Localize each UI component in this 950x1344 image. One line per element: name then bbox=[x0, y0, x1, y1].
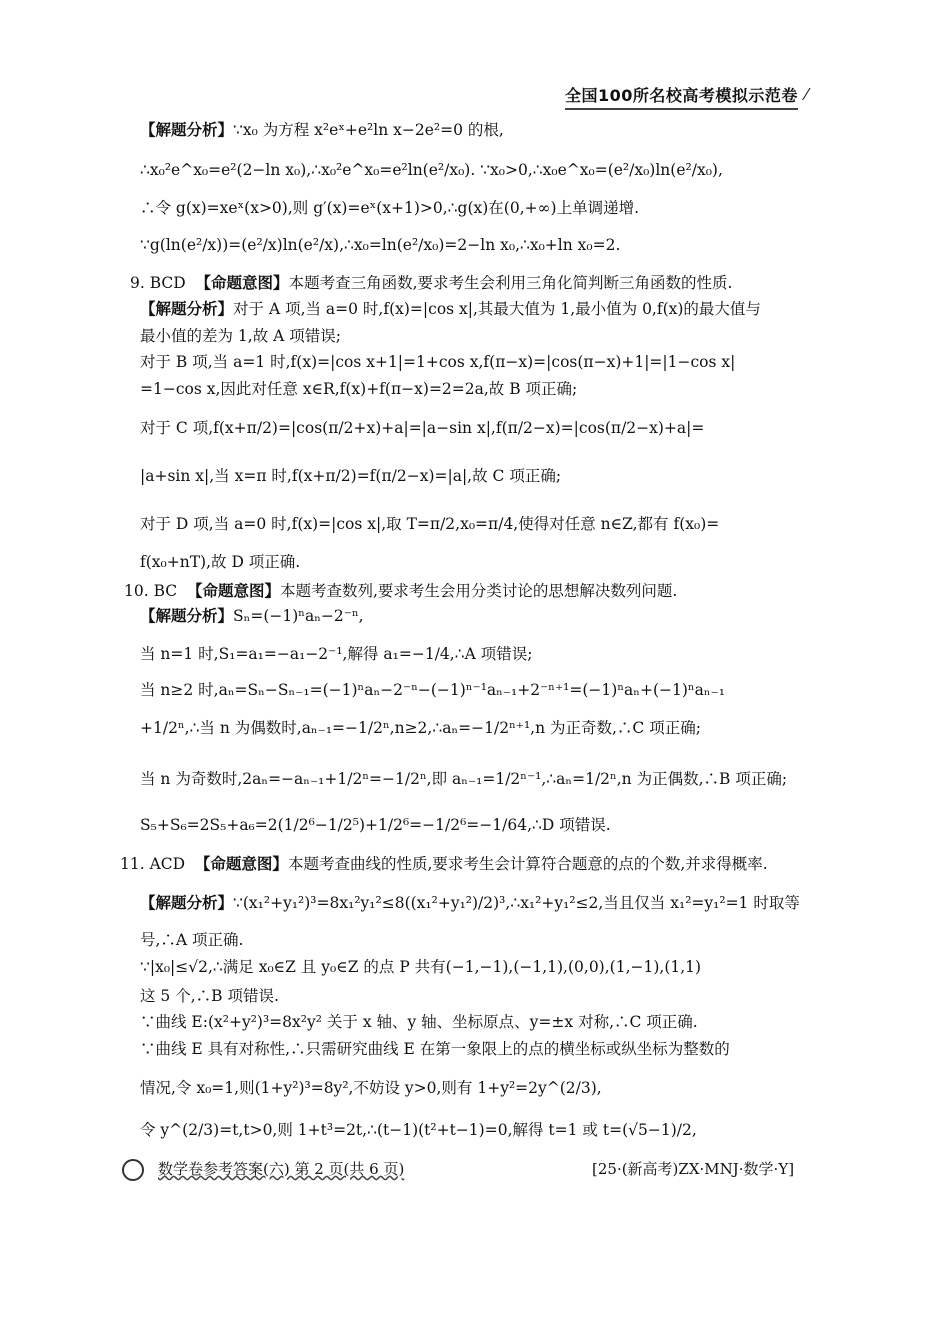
q9-heading bbox=[130, 273, 732, 293]
q11-line: 情况,令 x₀=1,则(1+y²)³=8y²,不妨设 y>0,则有 1+y²=2y^(2/3), bbox=[140, 1079, 602, 1097]
footer-page-info: 数学卷参考答案(六) 第 2 页(共 6 页) bbox=[158, 1160, 405, 1178]
answer-number: 11. ACD bbox=[120, 855, 186, 873]
intent-tag: 【命题意图】 bbox=[194, 855, 288, 873]
q8-line: ∵g(ln(e²/x))=(e²/x)ln(e²/x),∴x₀=ln(e²/x₀)=2−ln x₀,∴x₀+ln x₀=2. bbox=[140, 236, 621, 254]
q9-line: 对于 D 项,当 a=0 时,f(x)=|cos x|,取 T=π/2,x₀=π/4,使得对任意 n∈Z,都有 f(x₀)= bbox=[140, 515, 720, 533]
q8-line: ∴x₀²e^x₀=e²(2−ln x₀),∴x₀²e^x₀=e²ln(e²/x₀). ∵x₀>0,∴x₀e^x₀=(e²/x₀)ln(e²/x₀), bbox=[140, 161, 723, 179]
q10-heading bbox=[124, 581, 677, 601]
analysis-tag: 【解题分析】 bbox=[140, 300, 234, 318]
intent-tag: 【命题意图】 bbox=[195, 274, 289, 292]
q11-line: 令 y^(2/3)=t,t>0,则 1+t³=2t,∴(t−1)(t²+t−1)=0,解得 t=1 或 t=(√5−1)/2, bbox=[140, 1121, 697, 1139]
q11-line: ∵|x₀|≤√2,∴满足 x₀∈Z 且 y₀∈Z 的点 P 共有(−1,−1),(−1,1),(0,0),(1,−1),(1,1) bbox=[140, 958, 702, 976]
intent-text: 本题考查数列,要求考生会用分类讨论的思想解决数列问题. bbox=[280, 582, 678, 600]
q11-line: 这 5 个,∴B 项错误. bbox=[140, 987, 279, 1005]
intent-text: 本题考查曲线的性质,要求考生会计算符合题意的点的个数,并求得概率. bbox=[287, 855, 768, 873]
q11-line: ∵曲线 E 具有对称性,∴只需研究曲线 E 在第一象限上的点的横坐标或纵坐标为整数的 bbox=[140, 1040, 730, 1058]
publisher-logo-icon bbox=[122, 1159, 144, 1181]
footer-left bbox=[122, 1158, 404, 1181]
line-text: 对于 A 项,当 a=0 时,f(x)=|cos x|,其最大值为 1,最小值为 0,f(x)的最大值与 bbox=[233, 300, 761, 318]
line-text: Sₙ=(−1)ⁿaₙ−2⁻ⁿ, bbox=[233, 607, 364, 625]
q9-line: 对于 C 项,f(x+π/2)=|cos(π/2+x)+a|=|a−sin x|,f(π/2−x)=|cos(π/2−x)+a|= bbox=[140, 419, 705, 437]
q11-line bbox=[140, 893, 800, 913]
q10-line: 当 n≥2 时,aₙ=Sₙ−Sₙ₋₁=(−1)ⁿaₙ−2⁻ⁿ−(−1)ⁿ⁻¹aₙ₋₁+2⁻ⁿ⁺¹=(−1)ⁿaₙ+(−1)ⁿaₙ₋₁ bbox=[140, 681, 725, 699]
q10-line: 当 n 为奇数时,2aₙ=−aₙ₋₁+1/2ⁿ=−1/2ⁿ,即 aₙ₋₁=1/2ⁿ⁻¹,∴aₙ=1/2ⁿ,n 为正偶数,∴B 项正确; bbox=[140, 770, 788, 788]
footer-code: [25·(新高考)ZX·MNJ·数学·Y] bbox=[592, 1160, 795, 1178]
analysis-tag: 【解题分析】 bbox=[140, 607, 234, 625]
q9-line: =1−cos x,因此对任意 x∈R,f(x)+f(π−x)=2=2a,故 B 项正确; bbox=[140, 380, 578, 398]
series-title: 全国100所名校高考模拟示范卷 bbox=[565, 83, 798, 110]
answer-number: 9. BCD bbox=[130, 274, 186, 292]
q10-line: 当 n=1 时,S₁=a₁=−a₁−2⁻¹,解得 a₁=−1/4,∴A 项错误; bbox=[140, 645, 533, 663]
q10-line: +1/2ⁿ,∴当 n 为偶数时,aₙ₋₁=−1/2ⁿ,n≥2,∴aₙ=−1/2ⁿ⁺¹,n 为正奇数,∴C 项正确; bbox=[140, 719, 701, 737]
q9-line: |a+sin x|,当 x=π 时,f(x+π/2)=f(π/2−x)=|a|,故 C 项正确; bbox=[140, 467, 562, 485]
answer-number: 10. BC bbox=[124, 582, 178, 600]
q9-line bbox=[140, 299, 761, 319]
analysis-tag: 【解题分析】 bbox=[140, 894, 234, 912]
q9-line: f(x₀+nT),故 D 项正确. bbox=[140, 553, 301, 571]
q11-line: ∵曲线 E:(x²+y²)³=8x²y² 关于 x 轴、y 轴、坐标原点、y=±x 对称,∴C 项正确. bbox=[140, 1013, 698, 1031]
pen-mark-icon: ⁄ bbox=[805, 85, 808, 104]
q10-line: S₅+S₆=2S₅+a₆=2(1/2⁶−1/2⁵)+1/2⁶=−1/2⁶=−1/64,∴D 项错误. bbox=[140, 816, 611, 834]
q10-line bbox=[140, 606, 364, 626]
line-text: ∵x₀ 为方程 x²eˣ+e²ln x−2e²=0 的根, bbox=[233, 121, 504, 139]
q8-line bbox=[140, 120, 504, 140]
q11-heading bbox=[120, 854, 768, 874]
q8-line: ∴令 g(x)=xeˣ(x>0),则 g′(x)=eˣ(x+1)>0,∴g(x)在(0,+∞)上单调递增. bbox=[140, 199, 639, 217]
intent-tag: 【命题意图】 bbox=[186, 582, 280, 600]
line-text: ∵(x₁²+y₁²)³=8x₁²y₁²≤8((x₁²+y₁²)/2)³,∴x₁²+y₁²≤2,当且仅当 x₁²=y₁²=1 时取等 bbox=[233, 894, 800, 912]
intent-text: 本题考查三角函数,要求考生会利用三角化简判断三角函数的性质. bbox=[288, 274, 733, 292]
analysis-tag: 【解题分析】 bbox=[140, 121, 234, 139]
q9-line: 最小值的差为 1,故 A 项错误; bbox=[140, 327, 341, 345]
q11-line: 号,∴A 项正确. bbox=[140, 931, 244, 949]
q9-line: 对于 B 项,当 a=1 时,f(x)=|cos x+1|=1+cos x,f(π−x)=|cos(π−x)+1|=|1−cos x| bbox=[140, 353, 736, 371]
